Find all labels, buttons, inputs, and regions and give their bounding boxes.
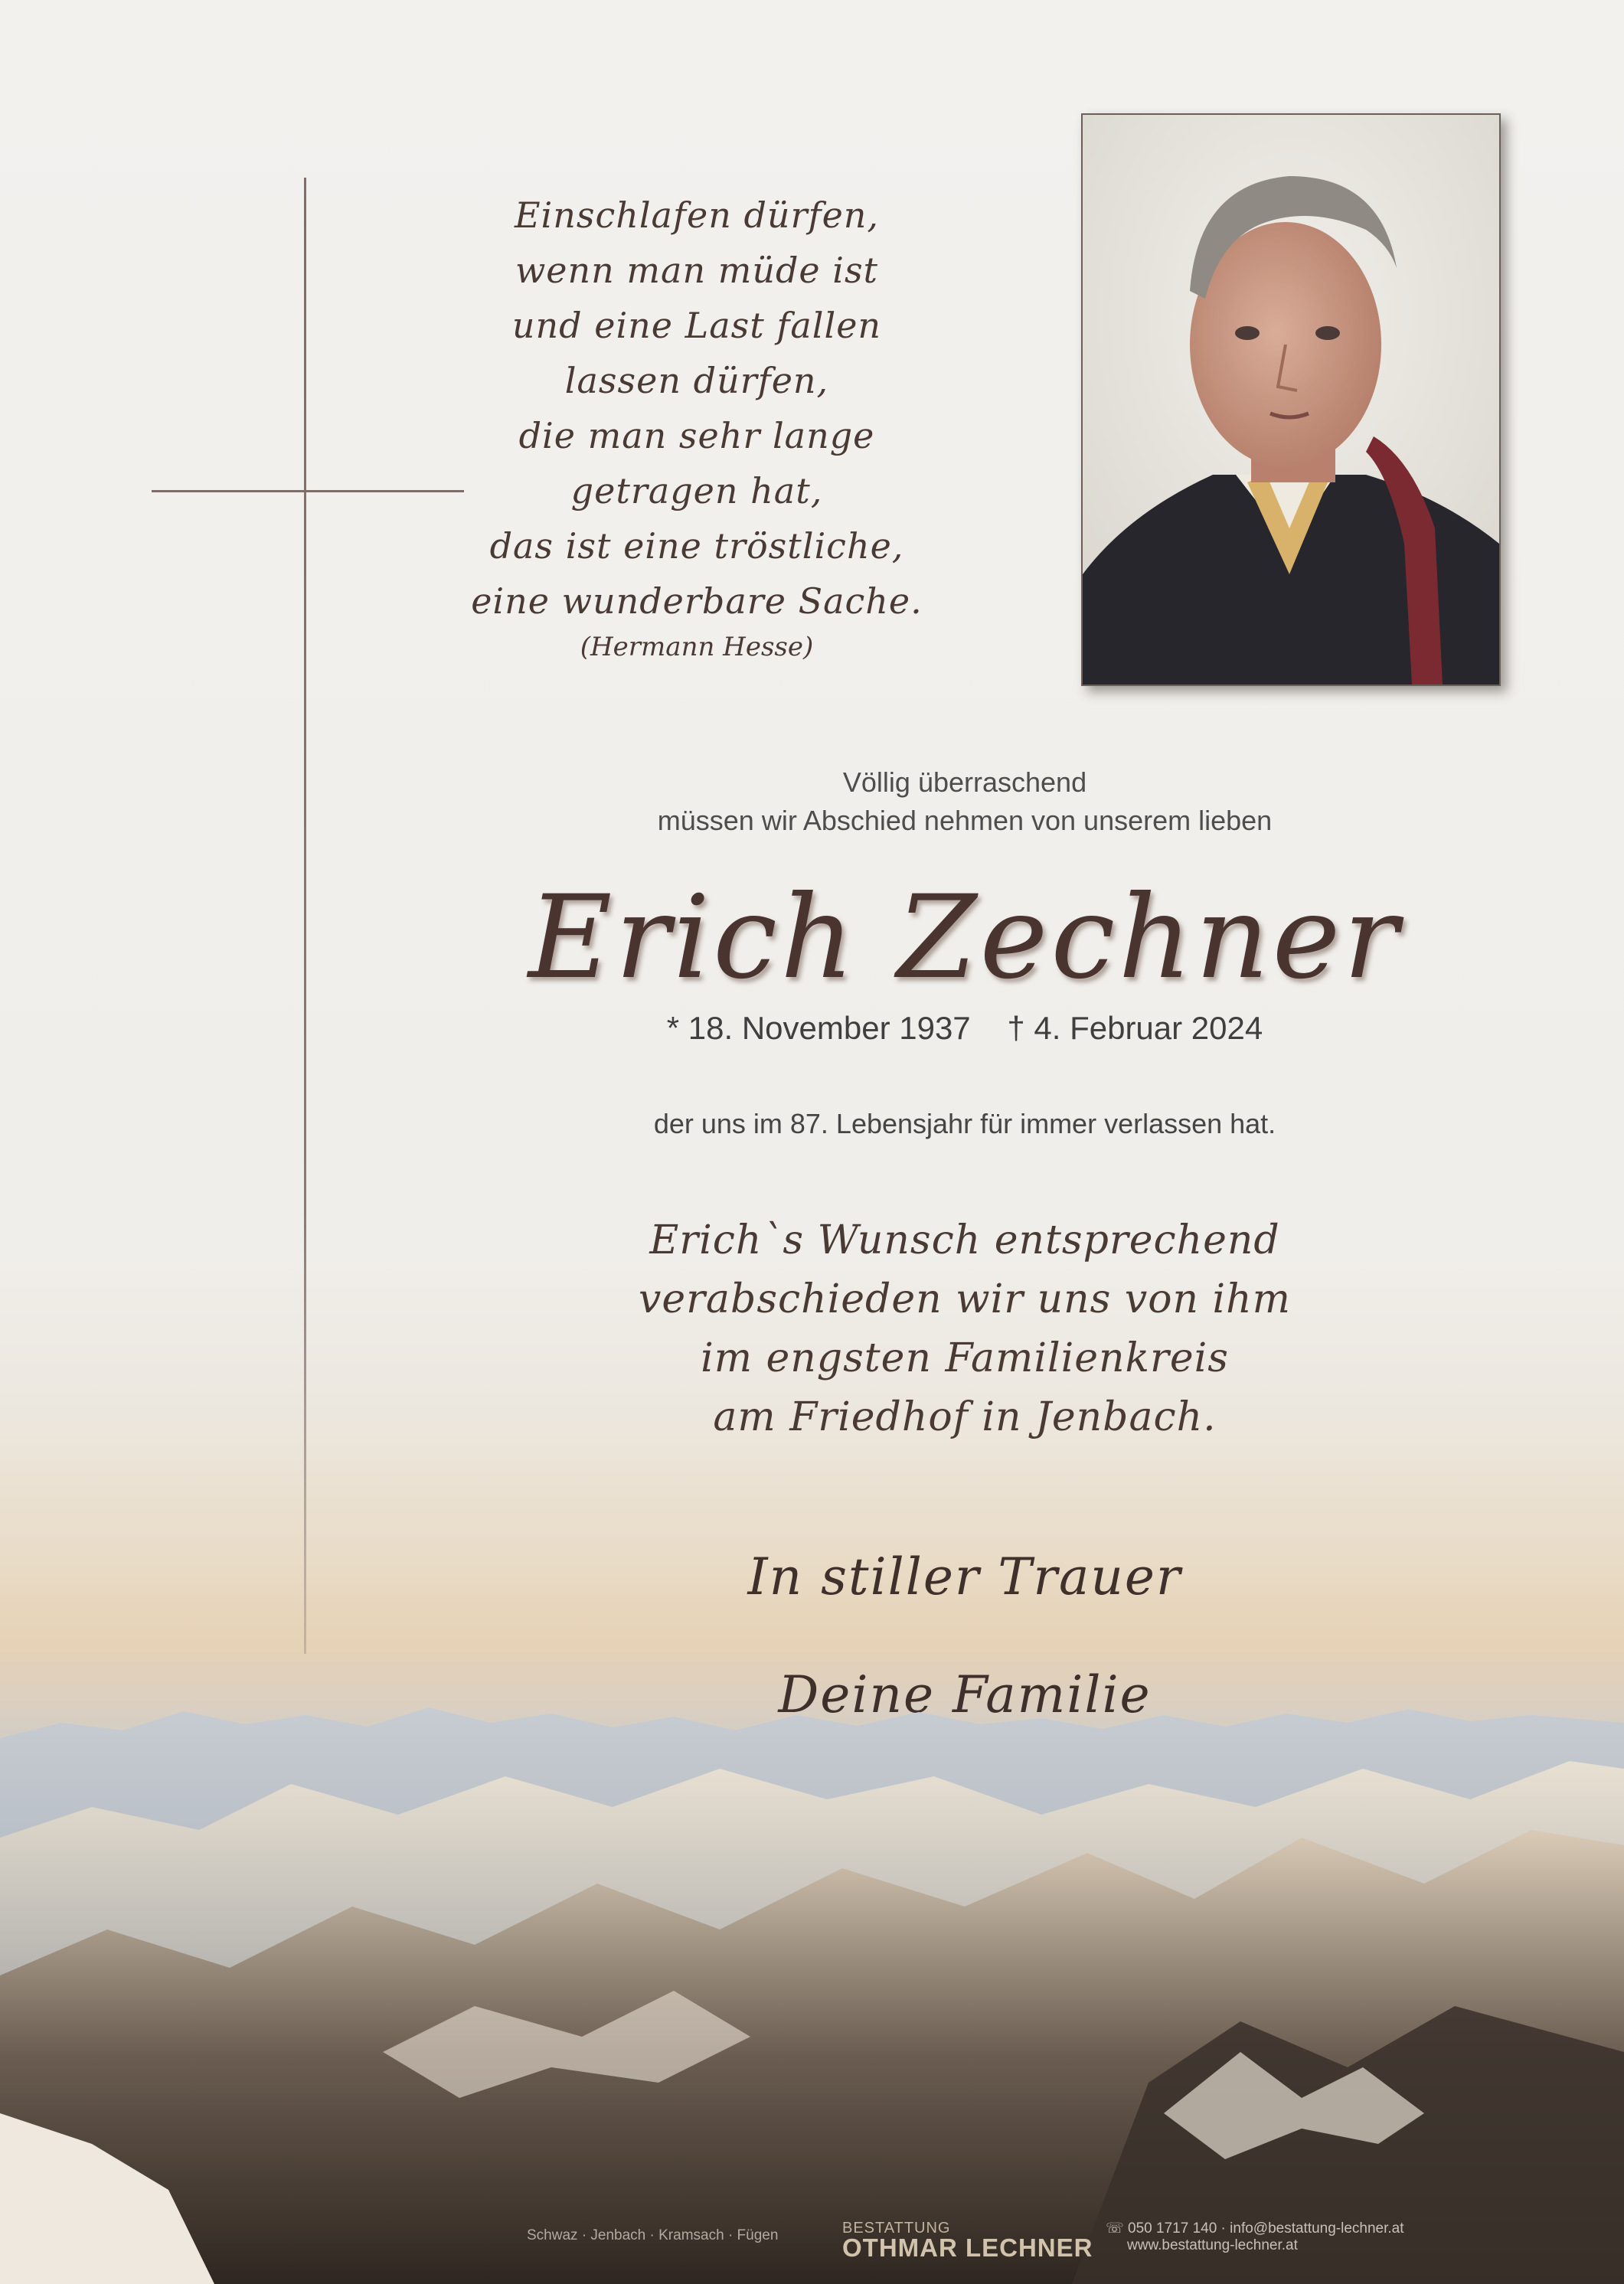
quote-line: wenn man müde ist <box>515 250 879 291</box>
life-dates <box>536 1007 1394 1050</box>
closing-line-2: Deine Familie <box>778 1665 1152 1724</box>
footer-contact-line-1: ☏ 050 1717 140 · info@bestattung-lechner.at <box>1106 2220 1404 2237</box>
quote-line: getragen hat, <box>570 470 823 511</box>
age-text: der uns im 87. Lebensjahr für immer verlassen hat. <box>653 1108 1276 1139</box>
quote-line: lassen dürfen, <box>564 360 829 401</box>
quote-line: Einschlafen dürfen, <box>514 194 880 236</box>
death-date: † 4. Februar 2024 <box>1007 1010 1263 1046</box>
wish-line: am Friedhof in Jenbach. <box>713 1394 1217 1440</box>
quote-line: eine wunderbare Sache. <box>471 580 923 622</box>
intro-text <box>536 763 1394 840</box>
cross-horizontal-beam <box>152 490 464 492</box>
wish-line: im engsten Familienkreis <box>701 1335 1229 1381</box>
footer-logo-main: OTHMAR LECHNER <box>842 2233 1093 2262</box>
wish-line: verabschieden wir uns von ihm <box>639 1276 1291 1322</box>
intro-line-2: müssen wir Abschied nehmen von unserem lieben <box>657 805 1273 836</box>
hesse-quote <box>429 188 965 664</box>
birth-date: * 18. November 1937 <box>666 1010 971 1046</box>
footer-logo-top: BESTATTUNG <box>842 2220 951 2237</box>
footer-towns: Schwaz · Jenbach · Kramsach · Fügen <box>527 2227 779 2243</box>
mountain-landscape <box>0 1654 1624 2284</box>
mountain-image <box>0 1654 1624 2284</box>
intro-line-1: Völlig überraschend <box>842 766 1087 798</box>
quote-line: das ist eine tröstliche, <box>489 525 904 567</box>
deceased-name: Erich Zechner <box>528 871 1402 1005</box>
cross-vertical-beam <box>304 178 306 1654</box>
portrait-photo <box>1081 113 1501 686</box>
quote-line: und eine Last fallen <box>511 305 882 346</box>
funeral-home-footer <box>0 2215 1624 2261</box>
portrait-image <box>1083 115 1499 685</box>
wish-line: Erich`s Wunsch entsprechend <box>649 1217 1280 1263</box>
quote-line: die man sehr lange <box>518 415 875 456</box>
closing-line-1: In stiller Trauer <box>747 1547 1182 1606</box>
footer-contact-line-2: www.bestattung-lechner.at <box>1127 2237 1298 2253</box>
funeral-wish <box>536 1211 1394 1447</box>
quote-author: (Hermann Hesse) <box>580 632 814 662</box>
